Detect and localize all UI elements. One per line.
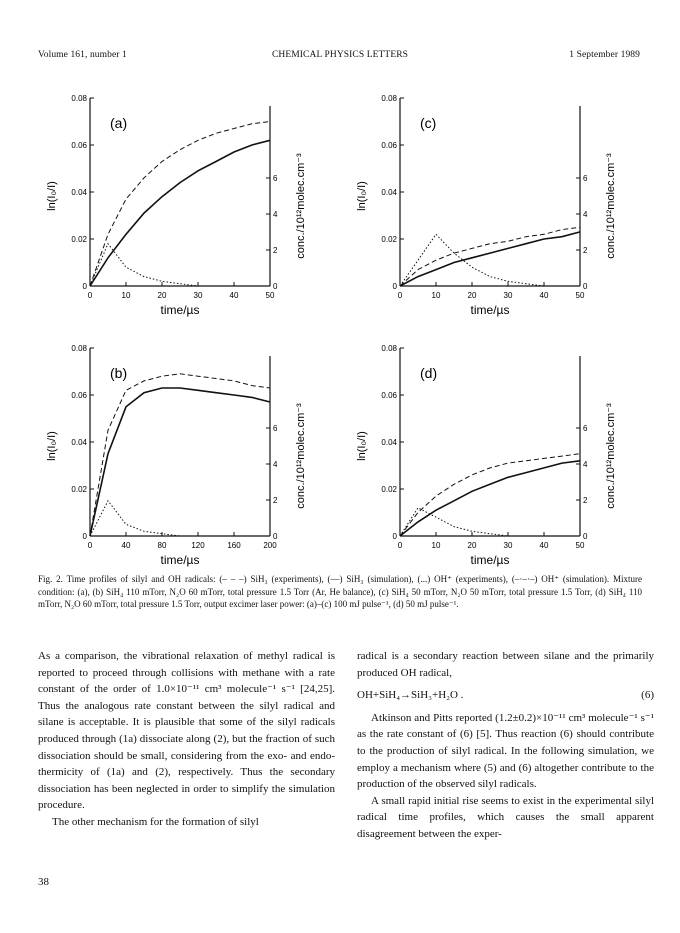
panel-label: (d)	[420, 365, 438, 381]
right-tick-label: 2	[583, 496, 588, 505]
y-tick-label: 0	[82, 282, 87, 291]
x-tick-label: 50	[575, 541, 585, 550]
y-tick-label: 0	[392, 282, 397, 291]
y-tick-label: 0.04	[381, 188, 397, 197]
y-tick-label: 0.08	[71, 94, 87, 103]
right-column	[357, 648, 654, 843]
x-tick-label: 50	[265, 291, 275, 300]
right-axis-label: conc./10¹²molec.cm⁻³	[295, 153, 307, 259]
x-tick-label: 20	[467, 291, 477, 300]
x-tick-label: 40	[539, 291, 549, 300]
y-tick-label: 0	[82, 532, 87, 541]
series-line-2	[400, 232, 580, 286]
series-line-3	[90, 244, 270, 286]
y-axis-label: ln(I₀/I)	[46, 181, 58, 211]
y-axis-label: ln(I₀/I)	[46, 431, 58, 461]
panel-label: (a)	[110, 115, 128, 131]
x-tick-label: 200	[263, 541, 277, 550]
x-tick-label: 80	[157, 541, 167, 550]
x-tick-label: 30	[193, 291, 203, 300]
right-tick-label: 4	[583, 460, 588, 469]
y-tick-label: 0.02	[381, 235, 397, 244]
running-header-volume: Volume 161, number 1	[38, 50, 127, 60]
y-tick-label: 0.06	[71, 141, 87, 150]
figure-caption: Fig. 2. Time profiles of silyl and OH radicals: (– – –) SiH₃ (experiments), (—) SiH₃ (simulation), (...) OH⁺ (experiments), (–·–·–) OH⁺ (simulation). Mixture condition: (a), (b) SiH₄ 110 mTorr, N₂O 60 mTorr, total pressure 1.5 Torr (Ar, He balance), (c) SiH₄ 50 mTorr, N₂O 50 mTorr, total pressure 1.5 Torr, (d) SiH₄ 110 mTorr, N₂O 60 mTorr, total pressure 1.5 Torr, output excimer laser power: (a)–(c) 100 mJ pulse⁻¹, (d) 50 mJ pulse⁻¹.	[38, 574, 642, 610]
y-tick-label: 0.08	[71, 344, 87, 353]
y-axis-label: ln(I₀/I)	[356, 431, 368, 461]
y-tick-label: 0.02	[381, 485, 397, 494]
right-axis-label: conc./10¹²molec.cm⁻³	[605, 403, 617, 509]
running-header-date: 1 September 1989	[569, 50, 640, 60]
x-tick-label: 20	[157, 291, 167, 300]
x-tick-label: 0	[397, 291, 403, 300]
series-line-2	[90, 140, 270, 286]
series-line-1	[90, 122, 270, 287]
x-tick-label: 30	[503, 541, 513, 550]
right-tick-label: 6	[583, 174, 588, 183]
panel-d-chart	[350, 330, 640, 570]
right-tick-label: 2	[273, 246, 278, 255]
equation-text: OH+SiH₄→SiH₃+H₂O .	[357, 689, 464, 702]
panel-a-chart	[40, 80, 330, 320]
y-tick-label: 0.08	[381, 344, 397, 353]
x-tick-label: 0	[87, 541, 93, 550]
right-tick-label: 4	[273, 210, 278, 219]
right-axis-label: conc./10¹²molec.cm⁻³	[605, 153, 617, 259]
y-tick-label: 0.02	[71, 235, 87, 244]
y-tick-label: 0.04	[71, 188, 87, 197]
paragraph: As a comparison, the vibrational relaxation of methyl radical is reported to proceed through collisions with methane with a rate constant of the order of 1.0×10⁻¹¹ cm³ molecule⁻¹ s⁻¹ [24,25]. Thus the analogous rate constant between the silyl radical and silane is acceptable. It is plausible that some of the silyl radicals produced through (1a) dissociate along (2), but the fraction of such dissociation should be small, considering from the exo- and endo-thermicity of (1a) and (2), respectively. Thus the secondary dissociation has been neglected in order to simplify the simulation procedure.	[38, 650, 335, 812]
x-tick-label: 40	[539, 541, 549, 550]
figure-2	[40, 80, 640, 570]
running-header-journal: CHEMICAL PHYSICS LETTERS	[271, 50, 409, 60]
y-tick-label: 0.04	[71, 438, 87, 447]
paragraph: Atkinson and Pitts reported (1.2±0.2)×10⁻¹¹ cm³ molecule⁻¹ s⁻¹ as the rate constant of (6) [5]. Thus reaction (6) should contribute to the production of silyl radical. In the following simulation, we employ a mechanism where (5) and (6) altogether contribute to the production of the observed silyl radicals.	[357, 711, 654, 791]
y-tick-label: 0.06	[381, 141, 397, 150]
x-tick-label: 0	[87, 291, 93, 300]
y-tick-label: 0.06	[381, 391, 397, 400]
paragraph: The other mechanism for the formation of silyl	[52, 815, 259, 828]
panel-label: (c)	[420, 115, 437, 131]
right-tick-label: 0	[583, 282, 588, 291]
paragraph: A small rapid initial rise seems to exist in the experimental silyl radical time profiles, which causes the small apparent disagreement between the exper-	[357, 794, 654, 840]
x-axis-label: time/µs	[470, 553, 510, 567]
x-axis-label: time/µs	[160, 303, 200, 317]
right-axis-label: conc./10¹²molec.cm⁻³	[295, 403, 307, 509]
y-axis-label: ln(I₀/I)	[356, 181, 368, 211]
equation-6	[357, 687, 654, 704]
right-tick-label: 2	[583, 246, 588, 255]
right-tick-label: 0	[273, 532, 278, 541]
panel-label: (b)	[110, 365, 128, 381]
series-line-1	[400, 227, 580, 286]
right-tick-label: 4	[583, 210, 588, 219]
right-tick-label: 6	[583, 424, 588, 433]
series-line-3	[90, 501, 270, 536]
x-tick-label: 120	[191, 541, 205, 550]
x-tick-label: 30	[503, 291, 513, 300]
paragraph: radical is a secondary reaction between silane and the primarily produced OH radical,	[357, 650, 654, 679]
right-tick-label: 6	[273, 174, 278, 183]
x-tick-label: 20	[467, 541, 477, 550]
y-tick-label: 0.04	[381, 438, 397, 447]
x-tick-label: 10	[431, 541, 441, 550]
x-tick-label: 0	[397, 541, 403, 550]
series-line-3	[400, 234, 580, 286]
y-tick-label: 0.08	[381, 94, 397, 103]
right-tick-label: 2	[273, 496, 278, 505]
panel-b-chart	[40, 330, 330, 570]
x-tick-label: 160	[227, 541, 241, 550]
equation-number: (6)	[641, 689, 654, 702]
panel-c-chart	[350, 80, 640, 320]
y-tick-label: 0.02	[71, 485, 87, 494]
series-line-2	[400, 461, 580, 536]
x-tick-label: 50	[575, 291, 585, 300]
series-line-1	[90, 374, 270, 536]
left-column	[38, 648, 335, 831]
y-tick-label: 0.06	[71, 391, 87, 400]
x-tick-label: 40	[229, 291, 239, 300]
series-line-3	[400, 508, 580, 536]
x-tick-label: 40	[121, 541, 131, 550]
right-tick-label: 6	[273, 424, 278, 433]
x-axis-label: time/µs	[160, 553, 200, 567]
x-tick-label: 10	[431, 291, 441, 300]
y-tick-label: 0	[392, 532, 397, 541]
x-axis-label: time/µs	[470, 303, 510, 317]
right-tick-label: 4	[273, 460, 278, 469]
right-tick-label: 0	[273, 282, 278, 291]
x-tick-label: 10	[121, 291, 131, 300]
right-tick-label: 0	[583, 532, 588, 541]
page-number: 38	[38, 876, 49, 888]
